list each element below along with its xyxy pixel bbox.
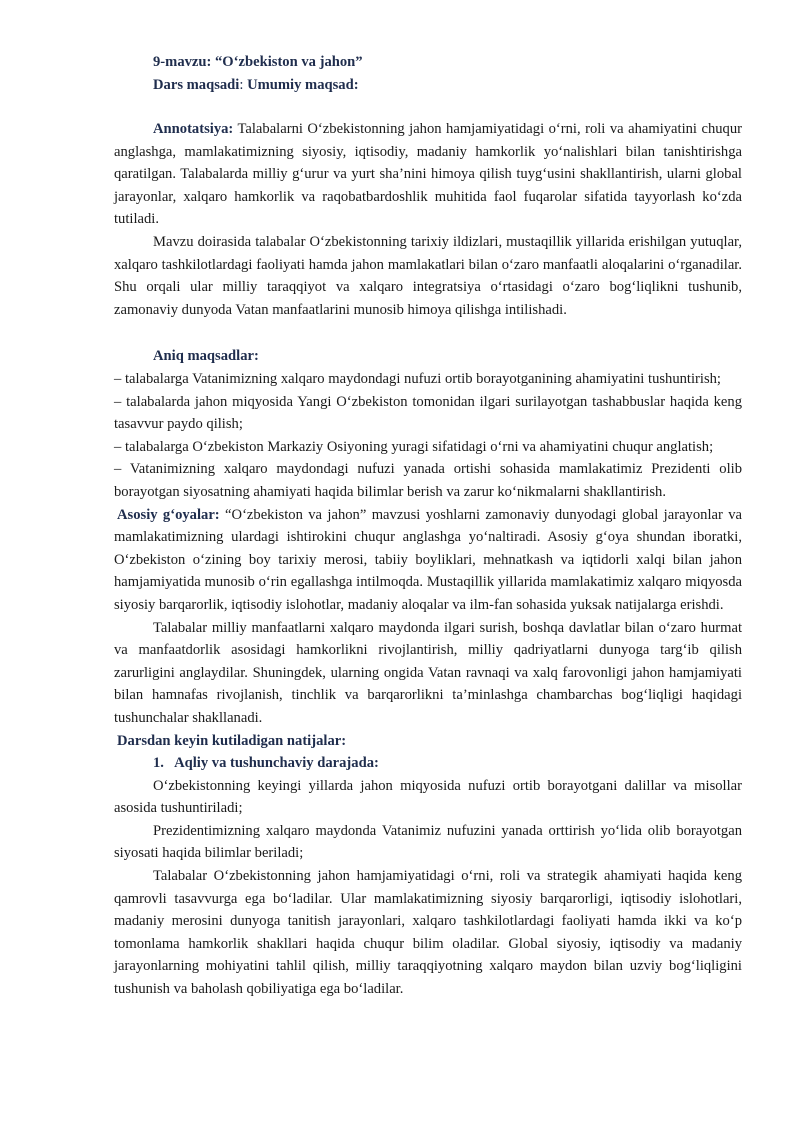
results-heading: Darsdan keyin kutiladigan natijalar:	[117, 732, 347, 749]
lesson-purpose-line	[153, 74, 359, 97]
objective-item: – talabalarga O‘zbekiston Markaziy Osiyoning yuragi sifatidagi o‘rni va ahamiyatini chuqur anglatish;	[114, 438, 714, 455]
main-ideas-paragraph	[114, 504, 742, 617]
topic-title: 9-mavzu: “O‘zbekiston va jahon”	[153, 54, 363, 70]
purpose-label: Dars maqsadi	[153, 77, 240, 93]
objectives-list	[114, 368, 742, 1001]
annotation-section	[114, 118, 742, 321]
objective-item: – talabalarda jahon miqyosida Yangi O‘zbekiston tomonidan ilgari surilayotgan tashabbuslar haqida keng tasavvur paydo qilish;	[114, 393, 742, 433]
objectives-heading: Aniq maqsadlar:	[153, 348, 259, 364]
purpose-separator: :	[239, 77, 248, 93]
objective-item: – talabalarga Vatanimizning xalqaro maydondagi nufuzi ortib borayotganining ahamiyatini tushuntirish;	[114, 371, 721, 387]
result-paragraph: Talabalar O‘zbekistonning jahon hamjamiyatidagi o‘rni, roli va strategik ahamiyati haqida keng qamrovli tasavvurga ega bo‘ladilar. Ular mamlakatimizning siyosiy barqarorligi, iqtisodiy islohotlari, madaniy merosini dunyoga tanitish jarayonlari, xalqaro tashkilotlardagi faoliyati hamda ikki va ko‘p tomonlama hamkorlik shakllari haqida chuqur bilim oladilar. Global siyosiy, iqtisodiy va madaniy jarayonlarning mohiyatini tahlil qilish, milliy taraqqiyotning xalqaro maydon bilan uzviy bog‘liqligini tushunish va baholash qobiliyatiga ega bo‘ladilar.	[114, 868, 742, 998]
annotation-text: Talabalarni O‘zbekistonning jahon hamjamiyatidagi o‘rni, roli va ahamiyatini chuqur anglashga, mamlakatimizning siyosiy, iqtisodiy, madaniy hamkorlik yo‘nalishlari bilan tanishtirishga qaratilgan. Talabalarda milliy g‘urur va yurt sha’nini himoya qilish tuyg‘usini shakllantirish, ularni global jarayonlar, xalqaro hamkorlik va raqobatbardoshlik muhitida faol fuqarolar sifatida tayyorlash ko‘zda tutiladi.	[114, 121, 742, 228]
result-paragraph: Prezidentimizning xalqaro maydonda Vatanimiz nufuzini yanada orttirish yo‘lida olib borayotgan siyosati haqida bilimlar beriladi;	[114, 822, 742, 862]
annotation-label: Annotatsiya:	[153, 121, 234, 137]
objective-item: – Vatanimizning xalqaro maydondagi nufuzi yanada ortishi sohasida mamlakatimiz Prezidenti olib borayotgan siyosatning ahamiyati haqida bilimlar berish va zarur ko‘nikmalarni shakllantirish.	[114, 461, 742, 500]
result-paragraph: O‘zbekistonning keyingi yillarda jahon miqyosida nufuzi ortib borayotgani dalillar va misollar asosida tushuntiriladi;	[114, 777, 742, 817]
annotation-paragraph	[114, 118, 742, 231]
level1-heading: 1. Aqliy va tushunchaviy darajada:	[153, 755, 379, 772]
main-ideas-text: “O‘zbekiston va jahon” mavzusi yoshlarni zamonaviy dunyodagi global jarayonlar va mamlakatimizning ulardagi ishtirokini chuqur anglashga yo‘naltiradi. Asosiy g‘oya shundan iboratki, O‘zbekiston o‘zining boy tarixiy merosi, tabiiy boyliklari, mehnatkash va iqtidorli xalqi bilan jahon hamjamiyatida munosib o‘rin egallashga intilmoqda. Mustaqillik yillarida mamlakatimiz xalqaro miqyosda siyosiy barqarorlik, iqtisodiy islohotlar, madaniy aloqalar va ilm-fan sohasida yuksak natijalarga erishdi.	[114, 506, 742, 613]
main-ideas-label: Asosiy g‘oyalar:	[117, 506, 220, 523]
interests-paragraph: Talabalar milliy manfaatlarni xalqaro maydonda ilgari surish, boshqa davlatlar bilan o‘zaro hurmat va manfaatdorlik asosidagi hamkorlikni rivojlantirish, milliy qadriyatlarni dunyoga targ‘ib qilish zarurligini anglaydilar. Shuningdek, ularning ongida Vatan ravnaqi va xalq farovonligi jahon hamjamiyati bilan hamnafas rivojlanish, tinchlik va barqarorlikni ta’minlashga chambarchas bog‘liqligi haqidagi tushunchalar shakllanadi.	[114, 619, 742, 726]
purpose-value: Umumiy maqsad:	[247, 77, 359, 93]
scope-paragraph: Mavzu doirasida talabalar O‘zbekistonning tarixiy ildizlari, mustaqillik yillarida erishilgan yutuqlar, xalqaro tashkilotlardagi faoliyati hamda jahon mamlakatlari bilan o‘zaro manfaatli aloqalarini o‘rganadilar. Shu orqali ular milliy taraqqiyot va xalqaro integratsiya o‘rtasidagi o‘zaro bog‘liqlikni tushunib, zamonaviy dunyoda Vatan manfaatlarini munosib himoya qilishga intilishadi.	[114, 233, 742, 318]
